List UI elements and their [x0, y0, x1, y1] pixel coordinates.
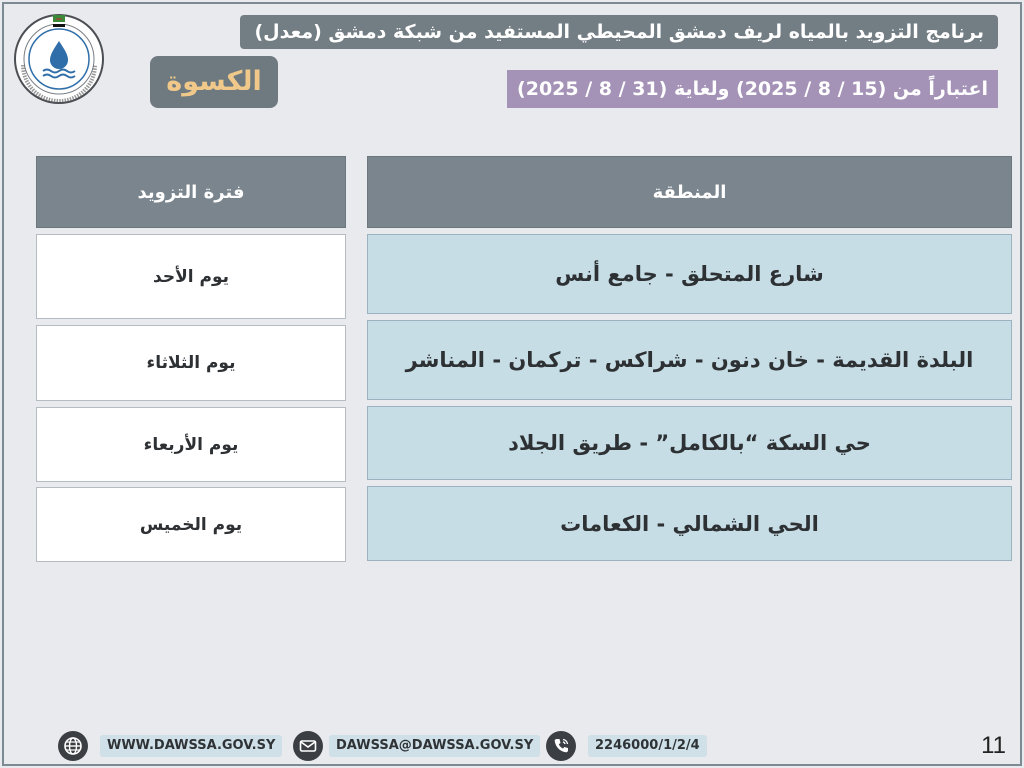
period-column-header: فترة التزويد: [36, 156, 346, 228]
region-cell: شارع المتحلق - جامع أنس: [367, 234, 1012, 314]
region-cell: الحي الشمالي - الكعامات: [367, 486, 1012, 561]
period-cell: يوم الأربعاء: [36, 407, 346, 482]
phone-number: 2246000/1/2/4: [588, 735, 707, 757]
page-title: برنامج التزويد بالمياه لريف دمشق المحيطي المستفيد من شبكة دمشق (معدل): [240, 15, 998, 49]
region-cell: حي السكة “بالكامل” - طريق الجلاد: [367, 406, 1012, 480]
period-cell: يوم الثلاثاء: [36, 325, 346, 401]
period-cell: يوم الأحد: [36, 234, 346, 319]
date-range-banner: اعتباراً من (15 / 8 / 2025) ولغاية (31 / 8 / 2025): [507, 70, 998, 108]
phone-icon: [546, 731, 576, 761]
email-link[interactable]: DAWSSA@DAWSSA.GOV.SY: [329, 735, 540, 757]
period-cell: يوم الخميس: [36, 487, 346, 562]
schedule-page: [2, 2, 1022, 766]
website-link[interactable]: WWW.DAWSSA.GOV.SY: [100, 735, 282, 757]
globe-icon: [58, 731, 88, 761]
city-badge: الكسوة: [150, 56, 278, 108]
page-number: 11: [981, 732, 1006, 759]
organization-logo: [13, 13, 105, 105]
region-cell: البلدة القديمة - خان دنون - شراكس - تركمان - المناشر: [367, 320, 1012, 400]
region-column-header: المنطقة: [367, 156, 1012, 228]
mail-icon: [293, 731, 323, 761]
